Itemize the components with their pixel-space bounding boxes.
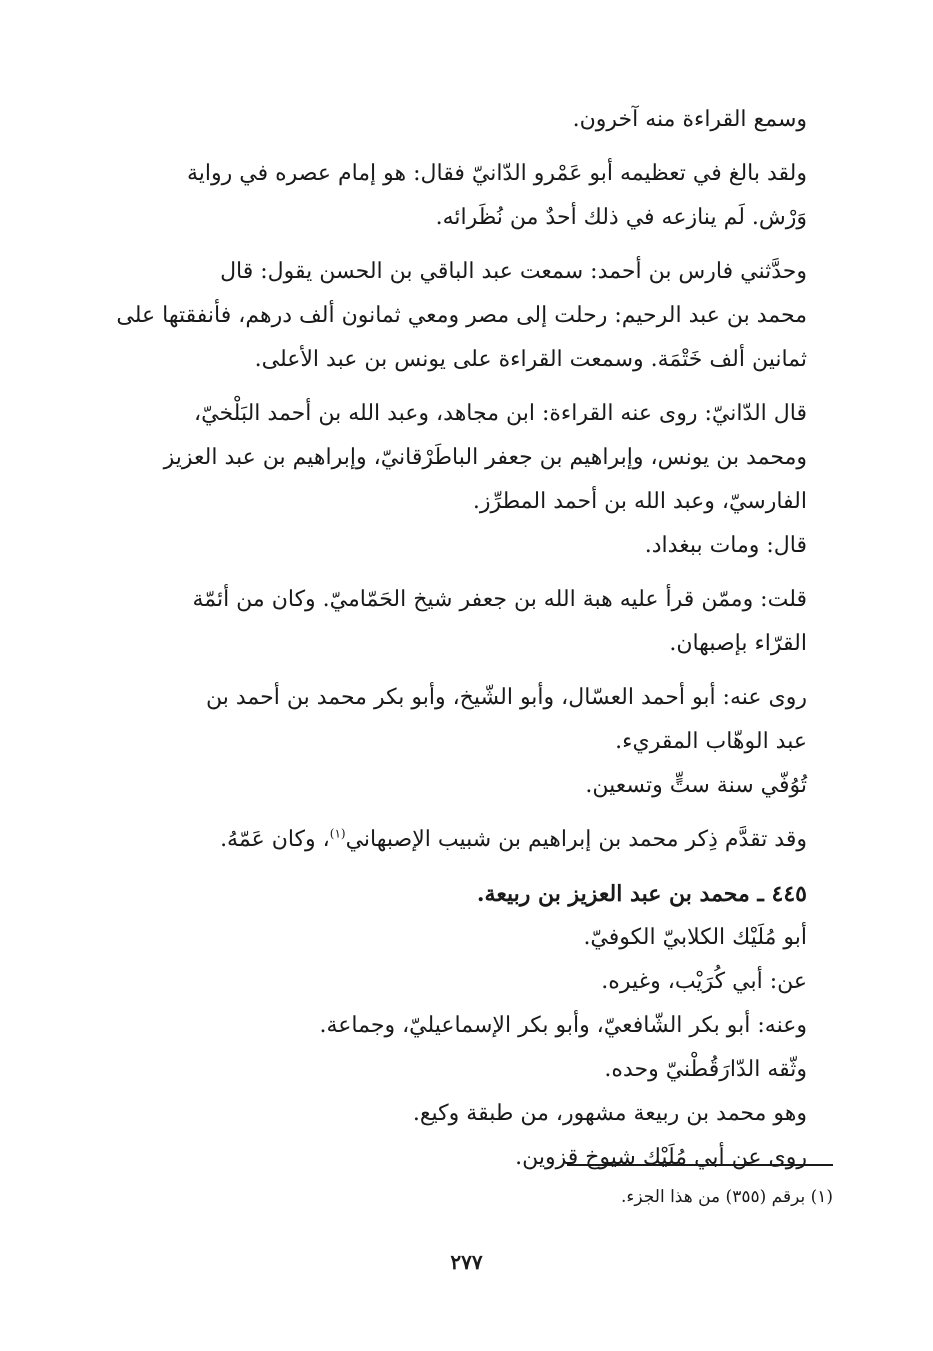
text-line: ثمانين ألف خَتْمَة. وسمعت القراءة على يونس بن عبد الأعلى. <box>254 347 807 372</box>
text-segment: وقد تقدَّم ذِكر محمد بن إبراهيم بن شبيب الإصبهاني <box>345 827 807 852</box>
text-line: ولقد بالغ في تعظيمه أبو عَمْرو الدّانيّ فقال: هو إمام عصره في رواية <box>186 161 807 186</box>
paragraph-1 <box>103 98 833 142</box>
entry-line: روى عن أبي مُلَيْك شيوخ قزوين. <box>515 1145 807 1170</box>
text-line: تُوُفّي سنة ستٍّ وتسعين. <box>585 773 807 798</box>
text-line: وحدَّثني فارس بن أحمد: سمعت عبد الباقي بن الحسن يقول: قال <box>220 259 807 284</box>
footnote-reference: (١) <box>329 826 346 841</box>
biography-entry <box>103 872 833 1180</box>
entry-line: وهو محمد بن ربيعة مشهور، من طبقة وكيع. <box>412 1101 807 1126</box>
text-line: وسمع القراءة منه آخرون. <box>572 107 807 132</box>
text-line: قال الدّانيّ: روى عنه القراءة: ابن مجاهد، وعبد الله بن أحمد البَلْخيّ، <box>194 401 807 426</box>
footnote-divider <box>567 1164 833 1166</box>
text-line: ومحمد بن يونس، وإبراهيم بن جعفر الباطَرْقانيّ، وإبراهيم بن عبد العزيز <box>163 445 807 470</box>
entry-heading: ٤٤٥ ـ محمد بن عبد العزيز بن ربيعة. <box>476 881 807 907</box>
entry-line: وثّقه الدّارَقُطْنيّ وحده. <box>604 1057 807 1082</box>
text-line: الفارسيّ، وعبد الله بن أحمد المطرِّز. <box>472 489 807 514</box>
entry-line: وعنه: أبو بكر الشّافعيّ، وأبو بكر الإسماعيليّ، وجماعة. <box>319 1013 807 1038</box>
text-line: عبد الوهّاب المقريء. <box>615 729 807 754</box>
main-text <box>103 98 833 1180</box>
entry-line: أبو مُلَيْك الكلابيّ الكوفيّ. <box>583 925 807 950</box>
text-line: محمد بن عبد الرحيم: رحلت إلى مصر ومعي ثمانون ألف درهم، فأنفقتها على <box>116 303 807 328</box>
text-line: قلت: وممّن قرأ عليه هبة الله بن جعفر شيخ الحَمّاميّ. وكان من أئمّة <box>192 587 807 612</box>
paragraph-7 <box>103 818 833 862</box>
text-line: القرّاء بإصبهان. <box>669 631 807 656</box>
page-number: ٢٧٧ <box>450 1250 483 1274</box>
paragraph-5 <box>103 578 833 666</box>
text-segment: ، وكان عَمّهُ. <box>220 827 330 852</box>
paragraph-6 <box>103 676 833 808</box>
paragraph-3 <box>103 250 833 382</box>
paragraph-4 <box>103 392 833 568</box>
text-line: وَرْش. لَم ينازعه في ذلك أحدٌ من نُظَرائه. <box>435 205 807 230</box>
text-line <box>103 818 833 862</box>
text-line: روى عنه: أبو أحمد العسّال، وأبو الشّيخ، وأبو بكر محمد بن أحمد بن <box>206 685 807 710</box>
entry-line: عن: أبي كُرَيْب، وغيره. <box>601 969 807 994</box>
paragraph-2 <box>103 152 833 240</box>
text-line: قال: ومات ببغداد. <box>644 533 807 558</box>
footnote: (١) برقم (٣٥٥) من هذا الجزء. <box>621 1187 833 1207</box>
